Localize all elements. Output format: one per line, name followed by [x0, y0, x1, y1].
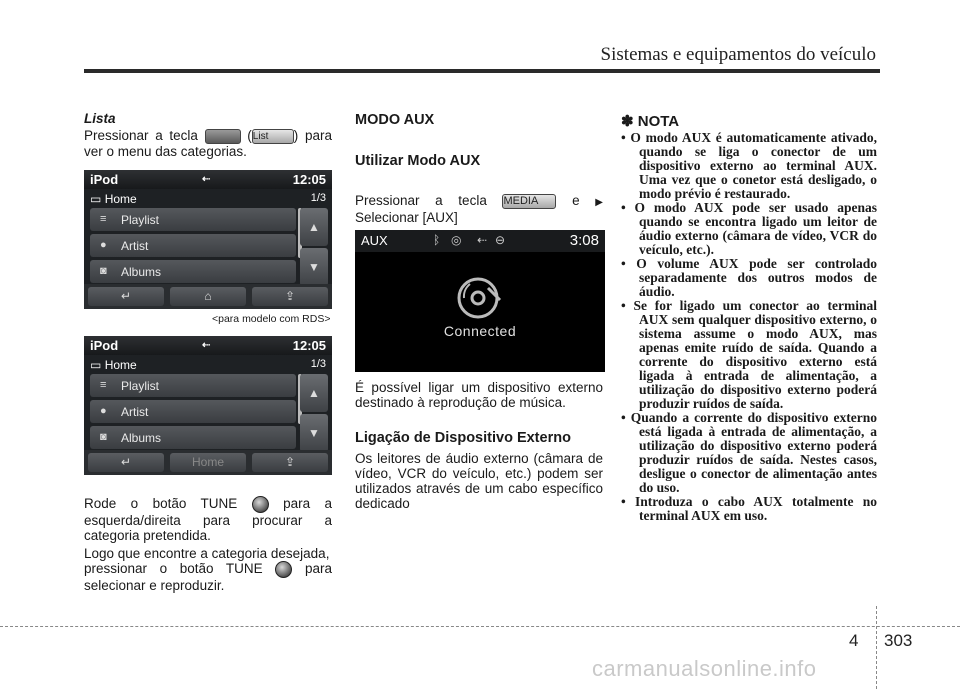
- ligacao-line: dedicado: [355, 496, 410, 511]
- ligacao-heading: Ligação de Dispositivo Externo: [355, 430, 571, 446]
- running-header-title: Sistemas e equipamentos do veículo: [600, 44, 876, 65]
- page-indicator: 1/3: [310, 358, 326, 370]
- back-button[interactable]: ↵: [88, 287, 164, 306]
- scroll-up-button[interactable]: ▲: [300, 374, 328, 412]
- tune-knob-icon: [275, 561, 292, 578]
- nota-bullet-text: • Quando a corrente do dispositivo externo está ligada à entrada de alimentação, a utilização do dispositivo externo poderá produzir ruídos de saída. Nestes casos, desligue o conector de alimentação antes do uso.: [621, 410, 877, 495]
- possible-line: É possível ligar um dispositivo externo: [355, 380, 603, 395]
- up-folder-icon: ⇪: [284, 289, 296, 303]
- list-item-label: Albums: [121, 265, 162, 279]
- up-folder-button[interactable]: [252, 287, 328, 306]
- ligacao-line: utilizados através de um cabo específico: [355, 481, 603, 496]
- list-item-label: Playlist: [121, 379, 160, 393]
- ligacao-line: Os leitores de áudio externo (câmara de: [355, 451, 603, 466]
- nota-bullet: [621, 495, 877, 523]
- screen-status-bar: [84, 170, 332, 189]
- home-folder-row[interactable]: [90, 192, 137, 206]
- press-line-2: Selecionar [AUX]: [355, 210, 458, 225]
- nota-bullet: [621, 411, 877, 495]
- nota-bullet: [621, 131, 877, 201]
- scroll-up-button[interactable]: ▲: [300, 208, 328, 246]
- aux-disc-icon: [456, 274, 504, 322]
- nota-bullet-text: • O volume AUX pode ser controlado separadamente dos outros modos de áudio.: [621, 256, 877, 299]
- tune-line: categoria pretendida.: [84, 528, 211, 543]
- chapter-number: 4: [849, 631, 859, 650]
- scroll-down-button[interactable]: ▼: [300, 248, 328, 286]
- tune-paragraph-1: [84, 496, 332, 543]
- ipod-screen-standard: [84, 336, 332, 475]
- screen-status-bar: [355, 230, 605, 252]
- up-folder-icon: ⇪: [284, 455, 296, 469]
- folder-icon: ▭: [90, 358, 102, 372]
- home-button[interactable]: [170, 287, 246, 306]
- nota-bullet-text: • O modo AUX é automaticamente ativado, quando se liga o conector de um dispositivo externo ao terminal AUX. Uma vez que o conetor está desligado, o modo prévio é restaurado.: [621, 130, 877, 201]
- screen-clock: 3:08: [569, 232, 599, 249]
- screen-bottom-bar: [84, 450, 332, 475]
- album-icon: ◙: [100, 265, 107, 277]
- lista-intro: [84, 128, 332, 159]
- list-item[interactable]: [90, 400, 296, 423]
- scroll-down-button[interactable]: ▼: [300, 414, 328, 452]
- footer-divider: [876, 606, 877, 689]
- home-icon: ⌂: [204, 289, 212, 303]
- screen-clock: 12:05: [292, 338, 326, 353]
- list-item[interactable]: [90, 208, 296, 231]
- screen-source: AUX: [361, 233, 388, 248]
- screen-clock: 12:05: [292, 172, 326, 187]
- modo-aux-heading: MODO AUX: [355, 112, 435, 128]
- nota-bullet-text: • Introduza o cabo AUX totalmente no terminal AUX em uso.: [621, 494, 877, 523]
- tune-text: para: [304, 561, 332, 577]
- list-item-label: Albums: [121, 431, 162, 445]
- up-folder-button[interactable]: [252, 453, 328, 472]
- intro-line-2: ver o menu das categorias.: [84, 143, 247, 159]
- utilizar-heading: Utilizar Modo AUX: [355, 153, 481, 169]
- intro-text-1: Pressionar a tecla: [84, 128, 198, 143]
- ligacao-paragraph: [355, 451, 603, 511]
- nota-bullet-text: • Se for ligado um conector ao terminal AUX sem qualquer dispositivo externo, o sistema assume o modo AUX, mas apenas emite ruído de saída. Quando a corrente do dispositivo externo está ligada à entrada de alimentação, a utilização do dispositivo externo poderá produzir ruídos de saída.: [621, 298, 877, 411]
- playlist-icon: ≡: [100, 379, 107, 391]
- possible-line: destinado à reprodução de música.: [355, 395, 566, 410]
- screen-source: iPod: [90, 338, 119, 353]
- back-button[interactable]: ↵: [88, 453, 164, 472]
- nota-list: [621, 131, 877, 523]
- intro-text-3: ) para: [293, 128, 332, 143]
- screen-bottom-bar: [84, 284, 332, 309]
- folder-icon: ▭: [90, 192, 102, 206]
- list-item-label: Playlist: [121, 213, 160, 227]
- nota-bullet-text: • O modo AUX pode ser usado apenas quando se encontra ligado um leitor de áudio externo (câmara de vídeo, VCR do veículo, etc.).: [621, 200, 877, 257]
- list-item[interactable]: [90, 260, 296, 283]
- home-text-button[interactable]: Home: [170, 453, 246, 472]
- tune-text: pressionar o botão TUNE: [84, 561, 263, 577]
- page-indicator: 1/3: [310, 192, 326, 204]
- screen-status-bar: [84, 336, 332, 355]
- ligacao-line: vídeo, VCR do veículo, etc.) podem ser: [355, 466, 603, 481]
- watermark: carmanualsonline.info: [592, 656, 817, 681]
- usb-icon: ⇠: [202, 174, 211, 185]
- lista-heading: Lista: [84, 111, 116, 126]
- home-folder-row[interactable]: [90, 358, 137, 372]
- header-rule: [84, 69, 880, 73]
- arrow-right-icon: ▶: [595, 197, 603, 208]
- list-item-label: Artist: [121, 405, 149, 419]
- list-key-button: List: [252, 129, 294, 144]
- nota-bullet: [621, 299, 877, 411]
- connected-status: Connected: [443, 323, 517, 339]
- playlist-icon: ≡: [100, 213, 107, 225]
- tune-line: esquerda/direita para procurar a: [84, 513, 332, 528]
- possible-paragraph: [355, 380, 603, 410]
- screen-source: iPod: [90, 172, 119, 187]
- tune-line: selecionar e reproduzir.: [84, 578, 225, 593]
- footer-rule: [0, 626, 960, 627]
- bluetooth-icon: ᛒ: [433, 233, 441, 247]
- tune-text: Rode o botão TUNE: [84, 496, 238, 512]
- nota-bullet: [621, 257, 877, 299]
- usb-icon: ⇠: [202, 340, 211, 351]
- page-number: 303: [884, 631, 913, 650]
- list-item[interactable]: [90, 374, 296, 397]
- nota-heading: ✽ NOTA: [621, 113, 680, 130]
- artist-icon: ●: [100, 239, 107, 251]
- artist-icon: ●: [100, 405, 107, 417]
- menu-key-icon: [205, 129, 241, 144]
- aux-screen: [355, 230, 605, 372]
- usb-icon: ⇠: [477, 233, 488, 247]
- nota-bullet: [621, 201, 877, 257]
- tune-text: para a: [283, 496, 332, 512]
- ipod-screen-rds: [84, 170, 332, 309]
- list-item[interactable]: [90, 234, 296, 257]
- list-item-label: Artist: [121, 239, 149, 253]
- home-folder-label: Home: [104, 192, 137, 206]
- tune-line: Logo que encontre a categoria desejada,: [84, 546, 330, 561]
- aux-jack-icon: ⊖: [495, 233, 506, 247]
- list-item[interactable]: [90, 426, 296, 449]
- intro-text-2: (: [247, 128, 252, 143]
- aux-instruction: [355, 193, 603, 225]
- media-key-button: MEDIA: [502, 194, 556, 209]
- tune-knob-icon: [252, 496, 269, 513]
- home-folder-label: Home: [104, 358, 137, 372]
- disc-small-icon: ◎: [451, 233, 462, 247]
- press-text: e: [572, 193, 580, 208]
- press-text: Pressionar a tecla: [355, 193, 487, 208]
- album-icon: ◙: [100, 431, 107, 443]
- caption-rds: <para modelo com RDS>: [212, 313, 331, 325]
- tune-paragraph-2: [84, 546, 332, 593]
